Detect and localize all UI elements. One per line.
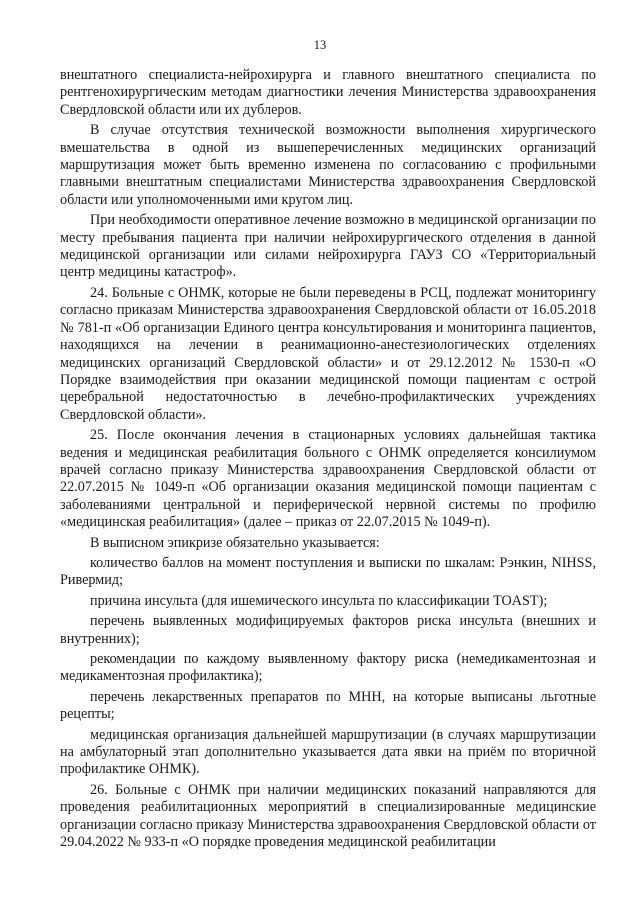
paragraph-operative-treatment: При необходимости оперативное лечение возможно в медицинской организации по месту пребывания пациента при наличии нейрохирургического отделения в данной медицинской организации или силами нейрохирурга ГАУЗ СО «Территориальный центр медицины катастроф». bbox=[60, 212, 596, 281]
document-body bbox=[60, 67, 596, 854]
list-item-risk-factors: перечень выявленных модифицируемых факторов риска инсульта (внешних и внутренних); bbox=[60, 613, 596, 647]
paragraph-no-technical-possibility: В случае отсутствия технической возможности выполнения хирургического вмешательства в одной из вышеперечисленных медицинских организаций маршрутизация может быть временно изменена по согласованию с профильными главными внештатным специалистами Министерства здравоохранения Свердловской области или уполномоченными ими кругом лиц. bbox=[60, 122, 596, 208]
paragraph-discharge-intro: В выписном эпикризе обязательно указывается: bbox=[90, 534, 380, 551]
paragraph-item-26: 26. Больные с ОНМК при наличии медицинских показаний направляются для проведения реабилитационных мероприятий в специализированные медицинские организации согласно приказу Министерства здравоохранения Свердловской области от 29.04.2022 № 933-п «О порядке проведения медицинской реабилитации bbox=[60, 781, 596, 851]
paragraph-item-24: 24. Больные с ОНМК, которые не были переведены в РСЦ, подлежат мониторингу согласно приказам Министерства здравоохранения Свердловской области от 16.05.2018 № 781-п «Об организации Единого центра консультирования и мониторинга пациентов, находящихся на лечении в реанимационно-анестезиологических отделениях медицинских организаций Свердловской области» и от 29.12.2012 № 1530-п «О Порядке взаимодействия при оказании медицинской помощи пациентам с острой церебральной недостаточностью в лечебно-профилактических учреждениях Свердловской области». bbox=[60, 284, 596, 423]
paragraph-item-25: 25. После окончания лечения в стационарных условиях дальнейшая тактика ведения и медицинская реабилитация больного с ОНМК определяется консилиумом врачей согласно приказу Министерства здравоохранения Свердловской области от 22.07.2015 № 1049-п «Об организации оказания медицинской помощи пациентам с заболеваниями центральной и периферической нервной системы по профилю «медицинская реабилитация» (далее – приказ от 22.07.2015 № 1049-п). bbox=[60, 427, 596, 531]
page-number: 13 bbox=[313, 38, 327, 52]
list-item-routing: медицинская организация дальнейшей маршрутизации (в случаях маршрутизации на амбулаторный этап дополнительно указывается дата явки на приём по вторичной профилактике ОНМК). bbox=[60, 726, 596, 778]
list-item-recommendations: рекомендации по каждому выявленному фактору риска (немедикаментозная и медикаментозная профилактика); bbox=[60, 651, 596, 685]
list-item-drugs: перечень лекарственных препаратов по МНН, на которые выписаны льготные рецепты; bbox=[60, 688, 596, 723]
paragraph-continuation: внештатного специалиста-нейрохирурга и главного внештатного специалиста по рентгенохирургическим методам диагностики лечения Министерства здравоохранения Свердловской области или их дублеров. bbox=[60, 67, 596, 118]
list-item-scores: количество баллов на момент поступления и выписки по шкалам: Рэнкин, NIHSS, Ривермид; bbox=[60, 554, 596, 589]
list-item-stroke-cause: причина инсульта (для ишемического инсульта по классификации TOAST); bbox=[90, 592, 548, 609]
